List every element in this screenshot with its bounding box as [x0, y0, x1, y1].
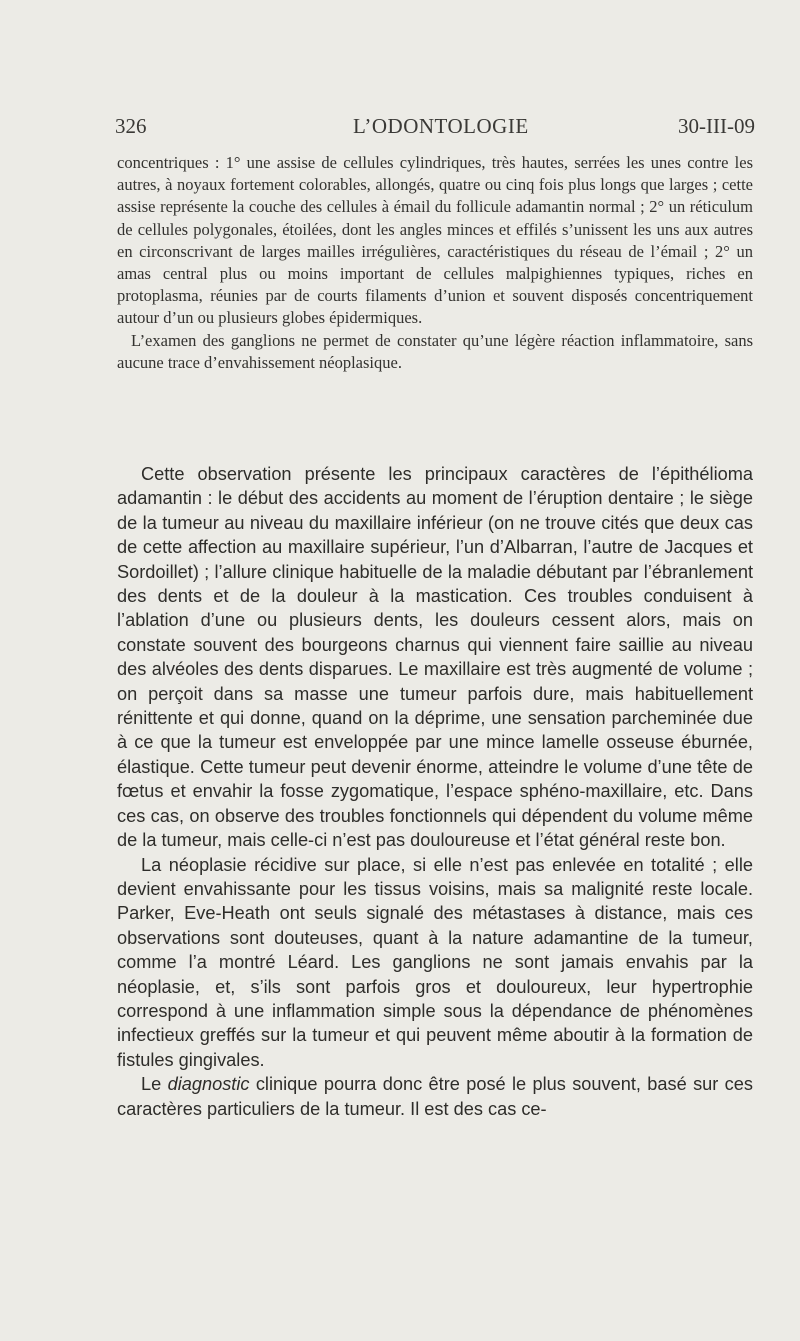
- main-paragraph-1: Cette observation présente les principaux caractères de l’épithélioma adamantin : le début des accidents au moment de l’éruption dentaire ; le siège de la tumeur au niveau du maxillaire inférieur (on ne trouve cités que deux cas de cette affection au maxillaire supérieur, l’un d’Albarran, l’autre de Jacques et Sordoillet) ; l’allure clinique habituelle de la maladie débutant par l’ébranlement des dents et de la douleur à la mastication. Ces troubles conduisent à l’ablation d’une ou plusieurs dents, les douleurs cessent alors, mais on constate souvent des bourgeons charnus qui viennent faire saillie au niveau des alvéoles des dents disparues. Le maxillaire est très augmenté de volume ; on perçoit dans sa masse une tumeur parfois dure, mais habituellement rénittente et qui donne, quand on la déprime, une sensation parcheminée due à ce que la tumeur est enveloppée par une mince lamelle osseuse éburnée, élastique. Cette tumeur peut devenir énorme, atteindre le volume d’une tête de fœtus et envahir la fosse zygomatique, l’espace sphéno-maxillaire, etc. Dans ces cas, on observe des troubles fonctionnels qui dépendent du volume même de la tumeur, mais celle-ci n’est pas douloureuse et l’état général reste bon.: [117, 464, 753, 851]
- small-paragraph-1: concentriques : 1° une assise de cellules cylindriques, très hautes, serrées les unes contre les autres, à noyaux fortement colorables, allongés, quatre ou cinq fois plus longs que larges ; cette assise représente la couche des cellules à émail du follicule adamantin normal ; 2° un réticulum de cellules polygonales, étoilées, dont les angles minces et effilés s’unissent les uns aux autres en circonscrivant de larges mailles irrégulières, caractéristiques du réseau de l’émail ; 2° un amas central plus ou moins important de cellules malpighiennes typiques, riches en protoplasma, réunies par de courts filaments d’union et souvent disposés concentriquement autour d’un ou plusieurs globes épidermiques.: [117, 153, 753, 328]
- running-header: [115, 114, 755, 144]
- small-paragraph-2: L’examen des ganglions ne permet de constater qu’une légère réaction inflammatoire, sans aucune trace d’envahissement néoplasique.: [117, 330, 753, 372]
- small-print-block: [117, 152, 753, 374]
- main-paragraph-2: La néoplasie récidive sur place, si elle n’est pas enlevée en totalité ; elle devient envahissante pour les tissus voisins, mais sa malignité reste locale. Parker, Eve-Heath ont seuls signalé des métastases à distance, mais ces observations sont douteuses, quant à la nature adamantine de la tumeur, comme l’a montré Léard. Les ganglions ne sont jamais envahis par la néoplasie, et, s’ils sont parfois gros et douloureux, leur hypertrophie correspond à une inflammation simple sous la dépendance de phénomènes infectieux greffés sur la tumeur et qui peuvent même aboutir à la formation de fistules gingivales.: [117, 854, 753, 1070]
- page-number: 326: [115, 114, 147, 138]
- main-paragraph-3-prefix: Le: [141, 1074, 168, 1095]
- main-paragraph-3-rest: clinique pourra donc être posé le plus souvent, basé sur ces caractères particuliers de la tumeur. Il est des cas ce-: [117, 1074, 753, 1119]
- diagnostic-emphasis: diagnostic: [167, 1074, 250, 1095]
- main-paragraph-3: [117, 1072, 753, 1121]
- issue-date: 30-III-09: [678, 114, 755, 138]
- main-text-block: [117, 462, 753, 1121]
- journal-title: L’ODONTOLOGIE: [353, 114, 529, 138]
